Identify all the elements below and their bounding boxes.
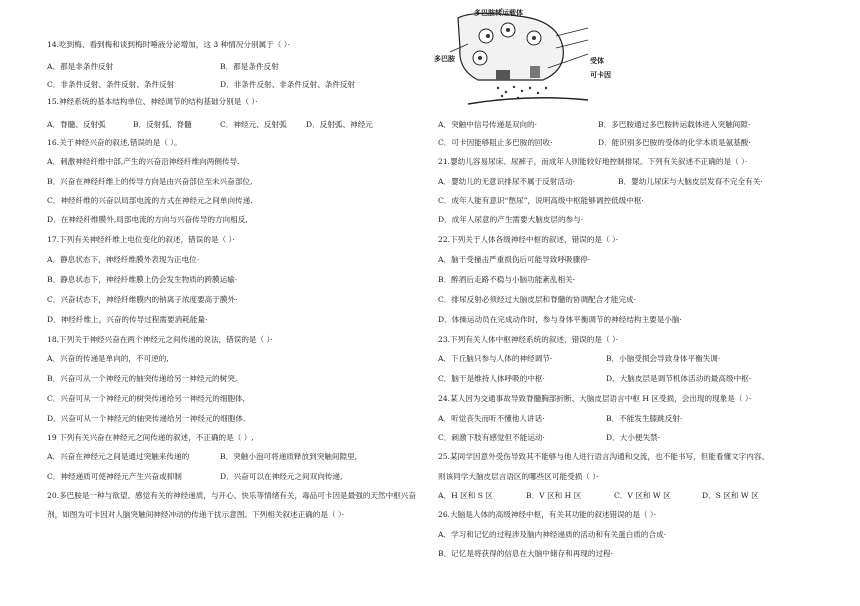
question-18: 18.下列关于神经兴奋在两个神经元之间传递的说法，错误的是（ ）· xyxy=(47,335,273,344)
question-22: 22.下列关于人体各级神经中枢的叙述，错误的是（ ）· xyxy=(438,235,619,244)
question-21: 21.婴幼儿容易尿床、尿裤子，而成年人则能较好地控制排尿。下列有关叙述不正确的是（ ）· xyxy=(438,157,748,166)
q22-option-c: C．排尿反射必须经过大脑皮层和脊髓的协调配合才能完成· xyxy=(438,295,637,304)
q17-option-d: D．神经纤维上，兴奋的传导过程需要消耗能量· xyxy=(47,315,208,324)
q18-option-a: A．兴奋的传递是单向的，不可逆的, xyxy=(47,354,169,363)
q24-option-b: B．不能发生膝跳反射· xyxy=(606,414,683,423)
q16-option-b: B．兴奋在神经纤维上的传导方向是由兴奋部位至未兴奋部位, xyxy=(47,177,253,186)
q15-option-c: C．神经元、反射弧 xyxy=(220,120,287,129)
label-dopamine: 多巴胺 xyxy=(434,54,455,63)
q14-option-a: A．都是非条件反射 xyxy=(47,62,114,71)
q15-option-b: B．反射弧、脊髓 xyxy=(133,120,192,129)
q25-option-d: D．S 区和 W 区 xyxy=(702,491,759,500)
q23-option-d: D．大脑皮层是调节机体活动的最高级中枢· xyxy=(606,374,752,383)
q26-option-b: B．记忆是将获得的信息在大脑中储存和再现的过程· xyxy=(438,549,614,558)
q25-option-a: A．H 区和 S 区 xyxy=(438,491,493,500)
question-15: 15.神经系统的基本结构单位、神经调节的结构基础分别是（ ）· xyxy=(47,97,258,106)
q24-option-c: C．刺激下肢有感觉但不能运动· xyxy=(438,433,545,442)
q20-option-b: B．多巴胺通过多巴胺转运载体进入突触间隙· xyxy=(598,120,751,129)
q21-option-b: B．婴幼儿尿床与大脑皮层发育不完全有关· xyxy=(618,177,763,186)
question-14: 14.吃到梅、看到梅和谈到梅时唾液分泌增加，这 3 种情况分别属于（ ）· xyxy=(47,40,290,49)
q16-option-c: C．神经纤维的兴奋以局部电流的方式在神经元之间单向传递. xyxy=(47,196,253,205)
q16-option-d: D．在神经纤维膜外,局部电流的方向与兴奋传导的方向相反, xyxy=(47,215,248,224)
question-20-line2: 剂，如图为可卡因对人脑突触间神经冲动的传递干扰示意图。下列相关叙述正确的是（ ）· xyxy=(47,510,345,519)
q18-option-b: B．兴奋可从一个神经元的轴突传递给另一神经元的树突, xyxy=(47,374,238,383)
q15-option-a: A．脊髓、反射弧 xyxy=(47,120,106,129)
q19-option-c: C．神经递质可使神经元产生兴奋或抑制 xyxy=(47,472,182,481)
q22-option-d: D．体操运动员在完成动作时，参与身体平衡调节的神经结构主要是小脑· xyxy=(438,315,682,324)
synapse-diagram xyxy=(438,8,648,108)
q21-option-d: D．成年人尿意的产生需要大脑皮层的参与· xyxy=(438,215,584,224)
label-transporter: 多巴胺转运载体 xyxy=(474,8,523,17)
question-16: 16.关于神经兴奋的叙述,错误的是（ ）。 xyxy=(47,138,182,147)
q22-option-b: B．醉酒后走路不稳与小脑功能紊乱相关· xyxy=(438,275,576,284)
question-20-line1: 20.多巴胺是一种与欲望、感觉有关的神经递质，与开心、快乐等情绪有关，毒品可卡因是最强的天然中枢兴奋 xyxy=(47,491,416,500)
q14-option-b: B．都是条件反射 xyxy=(220,62,279,71)
synapse-figure xyxy=(434,8,648,108)
q15-option-d: D．反射弧、神经元 xyxy=(306,120,373,129)
q24-option-d: D．大小便失禁· xyxy=(606,433,661,442)
q20-option-c: C．可卡因能够阻止多巴胺的回收· xyxy=(438,138,553,147)
label-cocaine: 可卡因 xyxy=(590,70,611,79)
q21-option-c: C．成年人能有意识“憋尿”，说明高级中枢能够调控低级中枢· xyxy=(438,196,644,205)
question-25-line2: 则该同学大脑皮层言语区的哪些区可能受损（ ）· xyxy=(438,472,599,481)
q14-option-d: D．非条件反射、非条件反射、条件反射 xyxy=(220,80,356,89)
q26-option-a: A．学习和记忆的过程涉及脑内神经递质的活动和有关蛋白质的合成· xyxy=(438,530,667,539)
q18-option-d: D．兴奋可从一个神经元的轴突传递给另一神经元的细胞体. xyxy=(47,414,246,423)
q23-option-b: B．小脑受损会导致身体平衡失调· xyxy=(606,354,721,363)
question-17: 17.下列有关神经纤维上电位变化的叙述，错误的是（ ）· xyxy=(47,235,235,244)
q22-option-a: A．脑干受撞击严重损伤后可能导致呼吸骤停· xyxy=(438,255,591,264)
q19-option-d: D．兴奋可以在神经元之间双向传递, xyxy=(220,472,343,481)
q25-option-c: C．V 区和 W 区 xyxy=(614,491,671,500)
q19-option-a: A．兴奋在神经元之间是通过突触来传递的 xyxy=(47,452,190,461)
q14-option-c: C．非条件反射、条件反射、条件反射 xyxy=(47,80,175,89)
label-receptor: 受体 xyxy=(590,56,604,65)
q20-option-a: A．突触中信号传递是双向的· xyxy=(438,120,538,129)
q19-option-b: B．突触小泡可将递质释放到突触间隙里, xyxy=(220,452,358,461)
question-19: 19 下列有关兴奋在神经元之间传递的叙述，不正确的是（ ）, xyxy=(47,433,254,442)
q17-option-b: B．静息状态下，神经纤维膜上仍会发生物质的跨膜运输· xyxy=(47,275,238,284)
q25-option-b: B．V 区和 H 区 xyxy=(526,491,582,500)
q17-option-c: C．兴奋状态下，神经纤维膜内的钠离子浓度要高于膜外· xyxy=(47,295,238,304)
question-23: 23.下列有关人体中枢神经系统的叙述，错误的是（ ）· xyxy=(438,335,619,344)
q23-option-c: C．脑干是维持人体呼吸的中枢· xyxy=(438,374,545,383)
q17-option-a: A．静息状态下，神经纤维膜外表现为正电位· xyxy=(47,255,200,264)
q21-option-a: A．婴幼儿的无意识排尿不属于反射活动· xyxy=(438,177,575,186)
q23-option-a: A．下丘脑只参与人体的神经调节· xyxy=(438,354,553,363)
q20-option-d: D．能识别多巴胺的受体的化学本质是氨基酸· xyxy=(598,138,751,147)
q16-option-a: A．刺激神经纤维中部,产生的兴奋沿神经纤维向两侧传导. xyxy=(47,157,240,166)
q18-option-c: C．兴奋可从一个神经元的树突传递给另一神经元的细胞体, xyxy=(47,394,246,403)
q24-option-a: A．听觉丧失而听不懂他人讲话· xyxy=(438,414,545,423)
question-26: 26.大脑是人体的高级神经中枢，有关其功能的叙述错误的是（ ）· xyxy=(438,510,657,519)
question-25-line1: 25.某同学因意外受伤导致其不能够与他人进行语言沟通和交流，也不能书写，但能看懂文字内容。 xyxy=(438,452,770,461)
question-24: 24.某人因为交通事故导致脊髓胸部折断、大脑皮层语言中枢 H 区受损，会出现的现象是（ ）· xyxy=(438,394,752,403)
